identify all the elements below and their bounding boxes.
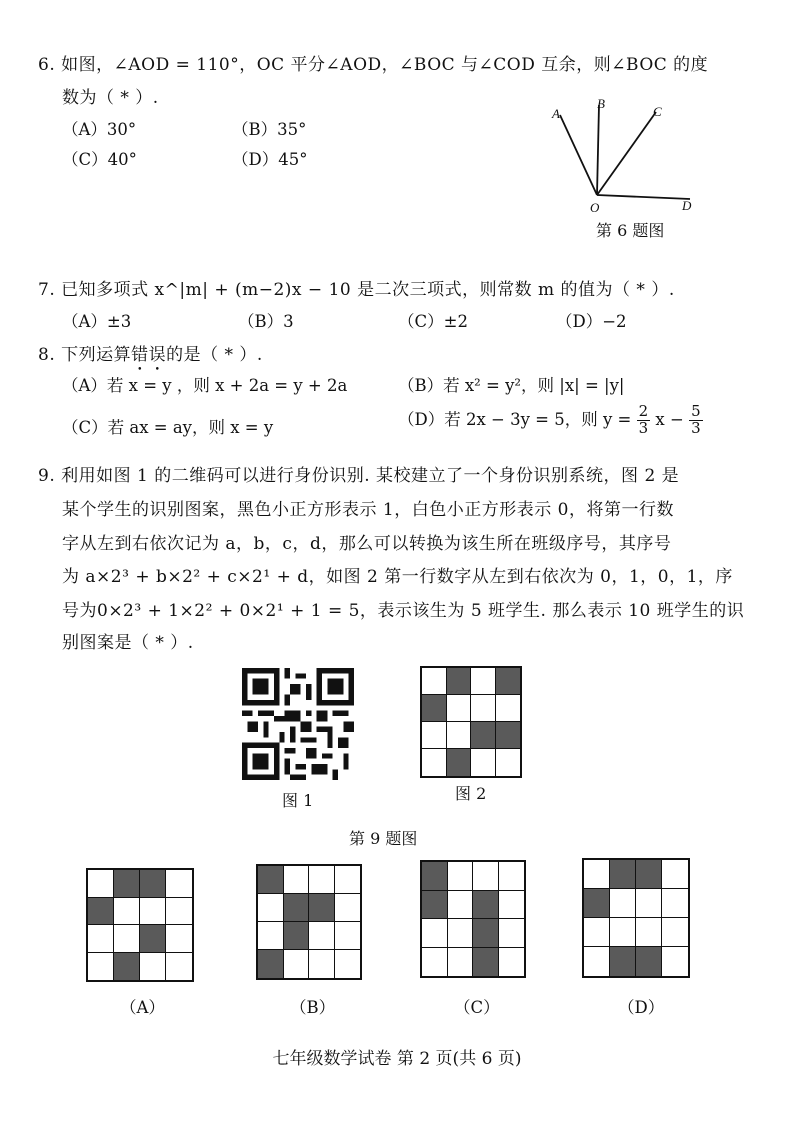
q6-option-b: （B）35°	[232, 120, 307, 139]
black-square	[447, 749, 472, 776]
black-square	[284, 922, 310, 950]
ray-oc	[597, 112, 656, 195]
black-square	[496, 668, 521, 695]
white-square	[166, 898, 192, 926]
white-square	[309, 866, 335, 894]
white-square	[88, 870, 114, 898]
white-square	[584, 947, 610, 976]
q6-option-d: （D）45°	[232, 150, 308, 169]
q9-option-a-grid[interactable]	[86, 868, 194, 982]
white-square	[447, 695, 472, 722]
white-square	[284, 866, 310, 894]
black-square	[473, 919, 499, 948]
black-square	[636, 860, 662, 889]
q8-stem-post: 的是（ * ）.	[166, 345, 263, 365]
black-square	[636, 947, 662, 976]
q9-option-b-grid[interactable]	[256, 864, 362, 980]
white-square	[636, 918, 662, 947]
ray-od	[597, 195, 690, 199]
q6-stem-line1: 6. 如图，∠AOD = 110°，OC 平分∠AOD，∠BOC 与∠COD 互余，则∠BOC 的度	[38, 55, 709, 75]
white-square	[166, 925, 192, 953]
q8-option-d-mid: x −	[655, 409, 684, 429]
q9-stem-line5: 号为0×2³ + 1×2² + 0×2¹ + 1 = 5，表示该生为 5 班学生. 那么表示 10 班学生的识	[62, 601, 745, 621]
white-square	[422, 919, 448, 948]
black-square	[422, 695, 447, 722]
white-square	[447, 722, 472, 749]
label-o: O	[590, 200, 600, 215]
black-square	[114, 870, 140, 898]
ray-oa	[560, 115, 597, 195]
white-square	[499, 919, 525, 948]
white-square	[448, 891, 474, 920]
q8-option-b: （B）若 x² = y²，则 |x| = |y|	[398, 376, 625, 395]
black-square	[473, 948, 499, 977]
white-square	[309, 950, 335, 978]
white-square	[335, 894, 361, 922]
q9-figure-caption: 第 9 题图	[349, 829, 418, 848]
q9-option-d-label: （D）	[618, 998, 665, 1017]
q8-option-d	[398, 404, 703, 437]
white-square	[610, 889, 636, 918]
black-square	[114, 953, 140, 981]
white-square	[258, 894, 284, 922]
white-square	[422, 749, 447, 776]
white-square	[499, 862, 525, 891]
black-square	[610, 947, 636, 976]
white-square	[335, 950, 361, 978]
black-square	[422, 891, 448, 920]
white-square	[284, 950, 310, 978]
frac1-numerator: 2	[638, 402, 649, 420]
ray-ob	[597, 105, 599, 195]
q6-option-c: （C）40°	[62, 150, 137, 169]
fig2-caption: 图 2	[455, 784, 487, 803]
q6-option-a: （A）30°	[62, 120, 137, 139]
q9-stem-line1: 9. 利用如图 1 的二维码可以进行身份识别. 某校建立了一个身份识别系统，图 2 是	[38, 466, 680, 486]
black-square	[610, 860, 636, 889]
black-square	[309, 894, 335, 922]
black-square	[140, 870, 166, 898]
q9-stem-line6: 别图案是（ * ）.	[62, 633, 194, 653]
white-square	[662, 860, 688, 889]
q7-option-d: （D）−2	[556, 312, 627, 331]
black-square	[284, 894, 310, 922]
qr-code-image	[242, 668, 354, 780]
q8-option-d-fraction-1	[637, 404, 651, 437]
fig2-pattern-grid	[420, 666, 522, 778]
white-square	[335, 922, 361, 950]
fig1-caption: 图 1	[282, 791, 314, 810]
white-square	[309, 922, 335, 950]
white-square	[496, 749, 521, 776]
white-square	[448, 862, 474, 891]
page-footer: 七年级数学试卷 第 2 页(共 6 页)	[272, 1049, 522, 1069]
q7-stem: 7. 已知多项式 x^|m| + (m−2)x − 10 是二次三项式，则常数 m 的值为（ * ）.	[38, 280, 675, 300]
white-square	[584, 860, 610, 889]
frac2-numerator: 5	[691, 402, 701, 420]
frac1-denominator: 3	[638, 418, 649, 437]
label-a: A	[552, 106, 560, 121]
black-square	[88, 898, 114, 926]
q7-option-a: （A）±3	[62, 312, 132, 331]
white-square	[448, 948, 474, 977]
label-b: B	[597, 96, 605, 111]
white-square	[88, 925, 114, 953]
black-square	[258, 950, 284, 978]
white-square	[662, 918, 688, 947]
q9-option-d-grid[interactable]	[582, 858, 690, 978]
white-square	[140, 898, 166, 926]
q8-option-d-fraction-2	[689, 404, 703, 437]
white-square	[499, 891, 525, 920]
white-square	[422, 668, 447, 695]
q8-option-c: （C）若 ax = ay，则 x = y	[62, 418, 274, 437]
white-square	[584, 918, 610, 947]
q8-stem-emphasis: 错误	[131, 345, 167, 365]
white-square	[471, 695, 496, 722]
q8-stem	[38, 340, 263, 375]
white-square	[140, 953, 166, 981]
white-square	[471, 749, 496, 776]
white-square	[114, 898, 140, 926]
q6-figure-caption: 第 6 题图	[596, 221, 665, 240]
black-square	[140, 925, 166, 953]
white-square	[473, 862, 499, 891]
q8-stem-pre: 8. 下列运算	[38, 345, 132, 365]
white-square	[496, 695, 521, 722]
white-square	[422, 948, 448, 977]
q9-option-a-label: （A）	[120, 998, 165, 1017]
black-square	[422, 862, 448, 891]
white-square	[499, 948, 525, 977]
q6-angle-figure	[540, 95, 710, 215]
white-square	[258, 922, 284, 950]
label-c: C	[653, 104, 662, 119]
white-square	[335, 866, 361, 894]
q8-option-a: （A）若 x = y ，则 x + 2a = y + 2a	[62, 376, 348, 395]
white-square	[471, 668, 496, 695]
white-square	[610, 918, 636, 947]
q9-stem-line3: 字从左到右依次记为 a，b，c，d，那么可以转换为该生所在班级序号，其序号	[62, 534, 672, 554]
white-square	[166, 870, 192, 898]
q9-option-c-grid[interactable]	[420, 860, 526, 978]
white-square	[422, 722, 447, 749]
label-d: D	[682, 198, 692, 213]
q9-stem-line4: 为 a×2³ + b×2² + c×2¹ + d，如图 2 第一行数字从左到右依次为 0，1，0，1，序	[62, 567, 733, 587]
white-square	[88, 953, 114, 981]
q7-option-c: （C）±2	[398, 312, 468, 331]
black-square	[584, 889, 610, 918]
q9-option-c-label: （C）	[454, 998, 500, 1017]
black-square	[447, 668, 472, 695]
white-square	[448, 919, 474, 948]
black-square	[473, 891, 499, 920]
black-square	[471, 722, 496, 749]
white-square	[114, 925, 140, 953]
white-square	[636, 889, 662, 918]
q8-option-d-text: （D）若 2x − 3y = 5，则 y =	[398, 409, 632, 429]
q7-option-b: （B）3	[238, 312, 294, 331]
q9-stem-line2: 某个学生的识别图案，黑色小正方形表示 1，白色小正方形表示 0，将第一行数	[62, 500, 674, 520]
white-square	[662, 889, 688, 918]
black-square	[258, 866, 284, 894]
frac2-denominator: 3	[691, 418, 701, 437]
black-square	[496, 722, 521, 749]
q9-option-b-label: （B）	[290, 998, 336, 1017]
q6-stem-line2: 数为（ * ）.	[62, 88, 159, 108]
white-square	[166, 953, 192, 981]
white-square	[662, 947, 688, 976]
